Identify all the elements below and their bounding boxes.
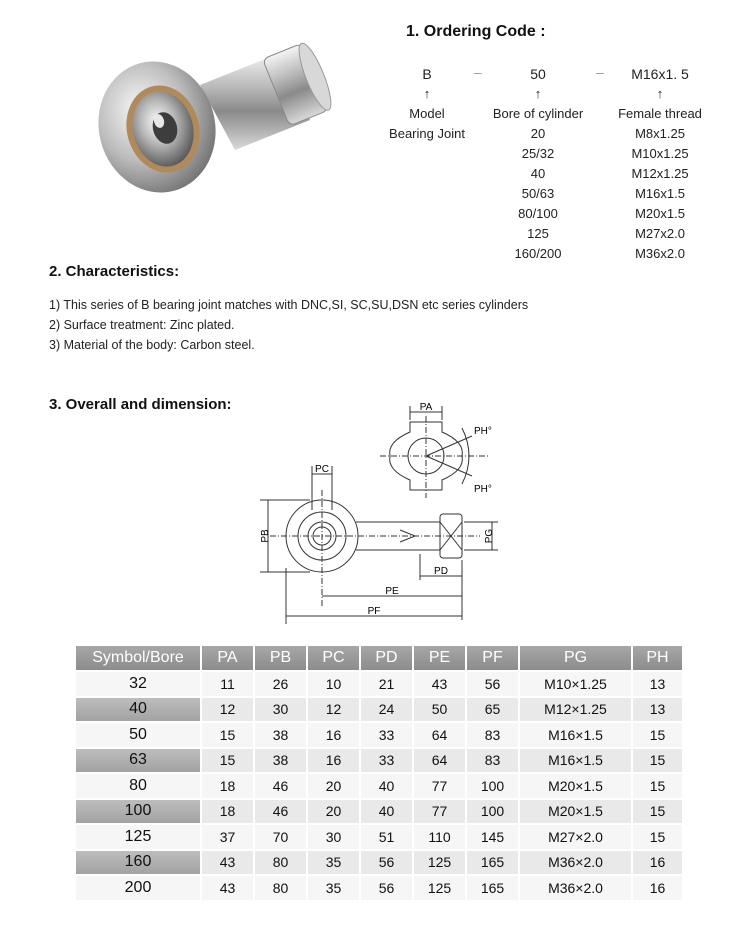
column-header: PB	[255, 646, 306, 670]
table-cell: 11	[202, 672, 253, 696]
bore-value: 25/32	[521, 146, 555, 161]
ordering-thread-column	[612, 64, 708, 264]
table-cell: 12	[308, 698, 359, 722]
arrow-up-icon: ↑	[656, 86, 664, 101]
table-cell: 15	[633, 749, 682, 773]
dimension-title: 3. Overall and dimension:	[49, 396, 232, 413]
table-cell: 35	[308, 851, 359, 875]
table-header-row	[76, 646, 682, 670]
table-row	[76, 698, 682, 722]
bore-value: 50/63	[521, 186, 555, 201]
table-cell: 20	[308, 774, 359, 798]
table-cell: M10×1.25	[520, 672, 631, 696]
table-row	[76, 672, 682, 696]
bore-cell: 50	[76, 723, 200, 747]
table-cell: 35	[308, 876, 359, 900]
table-cell: 110	[414, 825, 465, 849]
characteristic-item: 2) Surface treatment: Zinc plated.	[49, 318, 235, 332]
bore-cell: 100	[76, 800, 200, 824]
label-ph-top: PH°	[474, 426, 492, 437]
table-cell: 64	[414, 723, 465, 747]
ordering-title: 1. Ordering Code :	[406, 23, 546, 40]
label-pe: PE	[385, 586, 399, 597]
thread-value: M12x1.25	[631, 166, 689, 181]
table-cell: 16	[308, 749, 359, 773]
characteristics-title: 2. Characteristics:	[49, 263, 180, 280]
table-cell: 16	[633, 851, 682, 875]
table-cell: 83	[467, 723, 518, 747]
bore-label: Bore of cylinder	[492, 106, 584, 121]
table-cell: 16	[633, 876, 682, 900]
table-cell: M36×2.0	[520, 876, 631, 900]
column-header: PD	[361, 646, 412, 670]
bore-cell: 160	[76, 851, 200, 875]
table-cell: 56	[467, 672, 518, 696]
code-separator: –	[474, 64, 482, 80]
label-pg: PG	[484, 528, 495, 544]
table-row	[76, 825, 682, 849]
table-cell: 77	[414, 800, 465, 824]
table-cell: 50	[414, 698, 465, 722]
table-cell: 15	[202, 749, 253, 773]
table-row	[76, 774, 682, 798]
column-header: PG	[520, 646, 631, 670]
table-cell: 24	[361, 698, 412, 722]
product-photo	[95, 25, 335, 215]
table-row	[76, 851, 682, 875]
label-pc: PC	[315, 464, 329, 475]
table-cell: 15	[202, 723, 253, 747]
column-header: Symbol/Bore	[76, 646, 200, 670]
arrow-up-icon: ↑	[423, 86, 431, 101]
table-cell: 20	[308, 800, 359, 824]
bore-cell: 63	[76, 749, 200, 773]
table-cell: 51	[361, 825, 412, 849]
table-cell: 15	[633, 723, 682, 747]
table-cell: 33	[361, 749, 412, 773]
column-header: PE	[414, 646, 465, 670]
bore-cell: 80	[76, 774, 200, 798]
table-cell: 10	[308, 672, 359, 696]
column-header: PF	[467, 646, 518, 670]
table-cell: 15	[633, 800, 682, 824]
table-cell: 30	[308, 825, 359, 849]
table-row	[76, 723, 682, 747]
table-cell: 56	[361, 851, 412, 875]
bore-value: 160/200	[514, 246, 562, 261]
dimension-drawing	[250, 398, 520, 628]
bore-cell: 32	[76, 672, 200, 696]
characteristic-item: 1) This series of B bearing joint matches with DNC,SI, SC,SU,DSN etc series cylinders	[49, 298, 529, 312]
table-cell: 13	[633, 672, 682, 696]
label-pb: PB	[260, 529, 271, 543]
thread-value: M10x1.25	[631, 146, 689, 161]
bore-cell: 200	[76, 876, 200, 900]
table-row	[76, 800, 682, 824]
table-cell: 15	[633, 825, 682, 849]
column-header: PH	[633, 646, 682, 670]
table-cell: 13	[633, 698, 682, 722]
table-cell: 56	[361, 876, 412, 900]
table-cell: 125	[414, 876, 465, 900]
table-cell: 64	[414, 749, 465, 773]
table-cell: 33	[361, 723, 412, 747]
table-cell: M36×2.0	[520, 851, 631, 875]
ordering-code-thread: M16x1. 5	[631, 66, 689, 82]
table-cell: 18	[202, 774, 253, 798]
bore-value: 125	[527, 226, 549, 241]
table-cell: 37	[202, 825, 253, 849]
column-header: PC	[308, 646, 359, 670]
table-cell: 100	[467, 800, 518, 824]
bore-cell: 40	[76, 698, 200, 722]
characteristics-list	[49, 295, 528, 355]
table-cell: 40	[361, 774, 412, 798]
bore-cell: 125	[76, 825, 200, 849]
table-cell: 15	[633, 774, 682, 798]
table-cell: 30	[255, 698, 306, 722]
table-cell: 77	[414, 774, 465, 798]
table-cell: 165	[467, 876, 518, 900]
column-header: PA	[202, 646, 253, 670]
ordering-code-model: B	[422, 66, 432, 82]
table-cell: 165	[467, 851, 518, 875]
table-cell: 70	[255, 825, 306, 849]
table-cell: 80	[255, 851, 306, 875]
thread-value: M16x1.5	[635, 186, 685, 201]
table-row	[76, 876, 682, 900]
table-cell: 65	[467, 698, 518, 722]
table-cell: M12×1.25	[520, 698, 631, 722]
table-cell: 43	[202, 851, 253, 875]
ordering-bore-column	[485, 64, 591, 264]
characteristic-item: 3) Material of the body: Carbon steel.	[49, 338, 255, 352]
thread-value: M8x1.25	[635, 126, 685, 141]
thread-value: M36x2.0	[635, 246, 685, 261]
code-separator: –	[596, 64, 604, 80]
table-cell: 40	[361, 800, 412, 824]
table-cell: M20×1.5	[520, 774, 631, 798]
table-cell: M27×2.0	[520, 825, 631, 849]
thread-value: M20x1.5	[635, 206, 685, 221]
table-cell: M16×1.5	[520, 749, 631, 773]
label-ph-bottom: PH°	[474, 484, 492, 495]
dimension-table	[74, 644, 684, 902]
ordering-model-column	[385, 64, 469, 144]
table-cell: 18	[202, 800, 253, 824]
table-cell: 145	[467, 825, 518, 849]
bore-value: 40	[530, 166, 546, 181]
bore-value: 80/100	[518, 206, 558, 221]
table-row	[76, 749, 682, 773]
table-cell: 21	[361, 672, 412, 696]
table-cell: 38	[255, 749, 306, 773]
table-cell: 46	[255, 800, 306, 824]
table-cell: 43	[414, 672, 465, 696]
table-cell: 83	[467, 749, 518, 773]
table-cell: 38	[255, 723, 306, 747]
table-cell: 16	[308, 723, 359, 747]
thread-label: Female thread	[618, 106, 702, 121]
label-pd: PD	[434, 566, 448, 577]
model-value: Bearing Joint	[389, 126, 465, 141]
ordering-code-bore: 50	[530, 66, 546, 82]
label-pf: PF	[367, 606, 381, 617]
table-cell: 125	[414, 851, 465, 875]
thread-value: M27x2.0	[635, 226, 685, 241]
label-pa: PA	[419, 402, 433, 413]
table-cell: 46	[255, 774, 306, 798]
table-cell: 100	[467, 774, 518, 798]
table-cell: 43	[202, 876, 253, 900]
arrow-up-icon: ↑	[534, 86, 542, 101]
table-cell: 26	[255, 672, 306, 696]
model-label: Model	[409, 106, 445, 121]
table-cell: 12	[202, 698, 253, 722]
table-cell: M16×1.5	[520, 723, 631, 747]
table-cell: M20×1.5	[520, 800, 631, 824]
table-cell: 80	[255, 876, 306, 900]
bore-value: 20	[530, 126, 546, 141]
